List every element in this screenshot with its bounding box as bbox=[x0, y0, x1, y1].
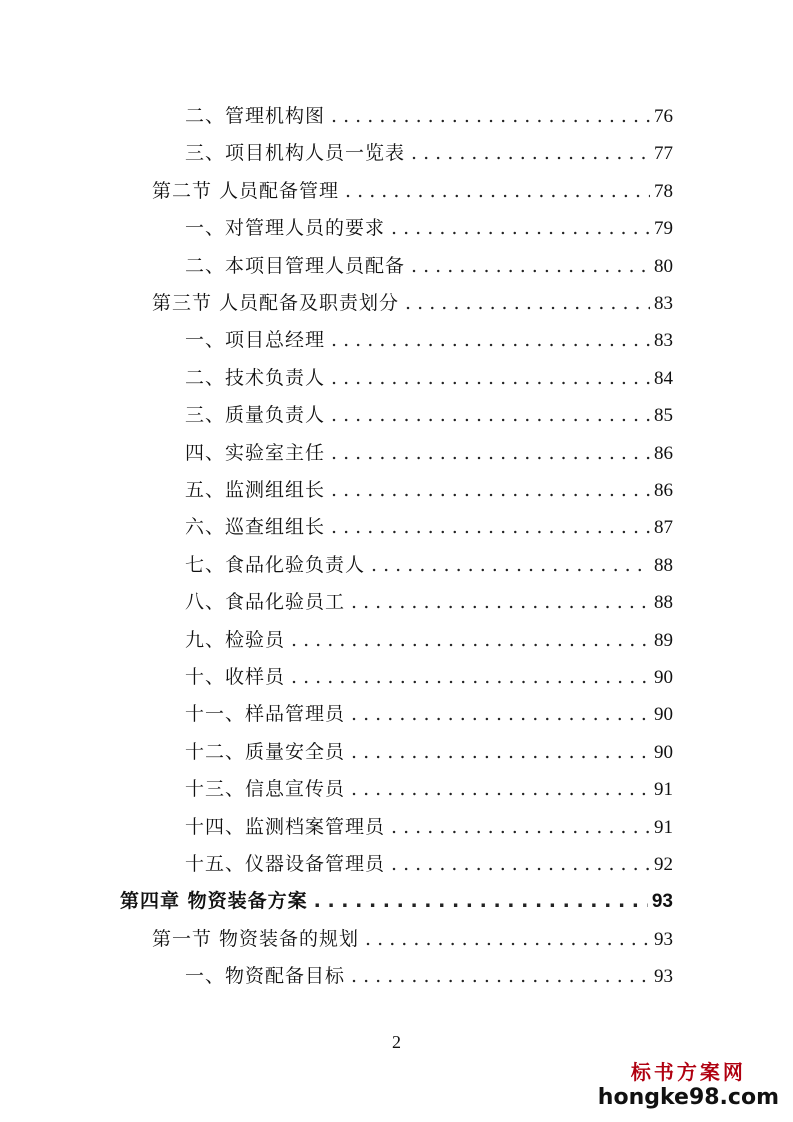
toc-entry-item[interactable] bbox=[185, 849, 673, 879]
toc-entry-page: 92 bbox=[654, 854, 673, 875]
toc-entry-label: 六、巡查组组长 bbox=[185, 516, 326, 539]
toc-entry-label: 八、食品化验员工 bbox=[185, 591, 346, 614]
toc-entry-page: 89 bbox=[654, 629, 673, 651]
dot-leader bbox=[405, 288, 650, 318]
toc-entry-item[interactable] bbox=[185, 101, 673, 131]
toc-entry-label: 五、监测组组长 bbox=[185, 479, 326, 501]
toc-entry-item[interactable] bbox=[185, 961, 673, 991]
toc-entry-page: 90 bbox=[654, 741, 673, 763]
toc-entry-item[interactable] bbox=[185, 774, 673, 804]
toc-entry-page: 86 bbox=[654, 480, 673, 501]
toc-entry-page: 79 bbox=[654, 218, 673, 240]
toc-entry-item[interactable] bbox=[185, 213, 673, 243]
dot-leader bbox=[391, 812, 650, 842]
toc-entry-page: 93 bbox=[654, 928, 673, 950]
toc-entry-item[interactable] bbox=[185, 812, 673, 842]
toc-entry-label: 七、食品化验负责人 bbox=[185, 553, 366, 576]
toc-entry-label: 十五、仪器设备管理员 bbox=[185, 853, 386, 875]
toc-entry-page: 80 bbox=[654, 255, 673, 277]
page-number: 2 bbox=[392, 1032, 401, 1052]
toc-entry-page: 77 bbox=[654, 143, 673, 165]
toc-entry-page: 90 bbox=[654, 667, 673, 688]
toc-entry-item[interactable] bbox=[185, 512, 673, 542]
toc-entry-item[interactable] bbox=[185, 737, 673, 767]
dot-leader bbox=[331, 325, 650, 355]
dot-leader bbox=[365, 924, 650, 954]
toc-entry-label: 二、管理机构图 bbox=[185, 105, 326, 127]
toc-entry-section[interactable] bbox=[152, 288, 673, 318]
toc-entry-page: 86 bbox=[654, 442, 673, 464]
toc-entry-label: 第一节 物资装备的规划 bbox=[152, 927, 360, 950]
toc-entry-label: 十、收样员 bbox=[185, 666, 286, 688]
toc-entry-item[interactable] bbox=[185, 138, 673, 168]
toc-entry-label: 十三、信息宣传员 bbox=[185, 778, 346, 801]
dot-leader bbox=[291, 625, 650, 655]
dot-leader bbox=[351, 699, 650, 729]
dot-leader bbox=[371, 550, 650, 580]
toc-entry-item[interactable] bbox=[185, 325, 673, 355]
toc-entry-label: 一、物资配备目标 bbox=[185, 965, 346, 988]
dot-leader bbox=[351, 774, 650, 804]
toc-entry-page: 83 bbox=[654, 293, 673, 314]
toc-entry-page: 87 bbox=[654, 517, 673, 539]
toc-entry-page: 93 bbox=[651, 891, 673, 913]
dot-leader bbox=[331, 438, 650, 468]
toc-entry-label: 二、本项目管理人员配备 bbox=[185, 254, 406, 277]
dot-leader bbox=[411, 138, 650, 168]
toc-entry-page: 84 bbox=[654, 367, 673, 389]
dot-leader bbox=[411, 251, 650, 281]
watermark-text: 标书方案网 bbox=[630, 1060, 746, 1084]
toc-entry-label: 十二、质量安全员 bbox=[185, 740, 346, 763]
toc-entry-label: 三、质量负责人 bbox=[185, 404, 326, 427]
toc-entry-label: 一、项目总经理 bbox=[185, 329, 326, 352]
toc-entry-page: 93 bbox=[654, 966, 673, 988]
toc-entry-page: 91 bbox=[654, 779, 673, 801]
toc-entry-item[interactable] bbox=[185, 438, 673, 468]
dot-leader bbox=[314, 886, 648, 916]
toc-entry-page: 91 bbox=[654, 816, 673, 838]
toc-entry-page: 83 bbox=[654, 330, 673, 352]
toc-entry-label: 第三节 人员配备及职责划分 bbox=[152, 292, 400, 314]
toc-entry-item[interactable] bbox=[185, 550, 673, 580]
toc-entry-page: 88 bbox=[654, 554, 673, 576]
toc-entry-section[interactable] bbox=[152, 176, 673, 206]
dot-leader bbox=[331, 512, 650, 542]
toc-entry-label: 第四章 物资装备方案 bbox=[120, 890, 308, 913]
toc-entry-label: 九、检验员 bbox=[185, 628, 286, 651]
dot-leader bbox=[351, 961, 650, 991]
toc-entry-item[interactable] bbox=[185, 699, 673, 729]
toc-entry-label: 四、实验室主任 bbox=[185, 441, 326, 464]
toc-entry-item[interactable] bbox=[185, 587, 673, 617]
toc-entry-item[interactable] bbox=[185, 251, 673, 281]
toc-entry-label: 十一、样品管理员 bbox=[185, 703, 346, 726]
toc-entry-page: 88 bbox=[654, 592, 673, 614]
dot-leader bbox=[351, 737, 650, 767]
toc-entry-item[interactable] bbox=[185, 662, 673, 692]
toc-entry-chapter[interactable] bbox=[120, 886, 673, 916]
toc-entry-page: 90 bbox=[654, 704, 673, 726]
toc-entry-label: 十四、监测档案管理员 bbox=[185, 815, 386, 838]
toc-entry-item[interactable] bbox=[185, 400, 673, 430]
dot-leader bbox=[331, 400, 650, 430]
dot-leader bbox=[331, 475, 650, 505]
dot-leader bbox=[391, 849, 650, 879]
toc-entry-label: 一、对管理人员的要求 bbox=[185, 217, 386, 240]
toc-entry-item[interactable] bbox=[185, 475, 673, 505]
toc-entry-page: 76 bbox=[654, 106, 673, 127]
dot-leader bbox=[331, 363, 650, 393]
toc-entry-label: 三、项目机构人员一览表 bbox=[185, 142, 406, 165]
toc-entry-label: 二、技术负责人 bbox=[185, 366, 326, 389]
dot-leader bbox=[351, 587, 650, 617]
watermark-url: hongke98.com bbox=[597, 1085, 779, 1110]
toc-entry-page: 78 bbox=[654, 180, 673, 202]
dot-leader bbox=[391, 213, 650, 243]
toc-entry-item[interactable] bbox=[185, 363, 673, 393]
toc-entry-section[interactable] bbox=[152, 924, 673, 954]
dot-leader bbox=[331, 101, 650, 131]
toc-entry-label: 第二节 人员配备管理 bbox=[152, 179, 340, 202]
watermark-logo bbox=[598, 1056, 779, 1110]
dot-leader bbox=[345, 176, 650, 206]
toc-entry-page: 85 bbox=[654, 405, 673, 427]
dot-leader bbox=[291, 662, 650, 692]
toc-entry-item[interactable] bbox=[185, 625, 673, 655]
